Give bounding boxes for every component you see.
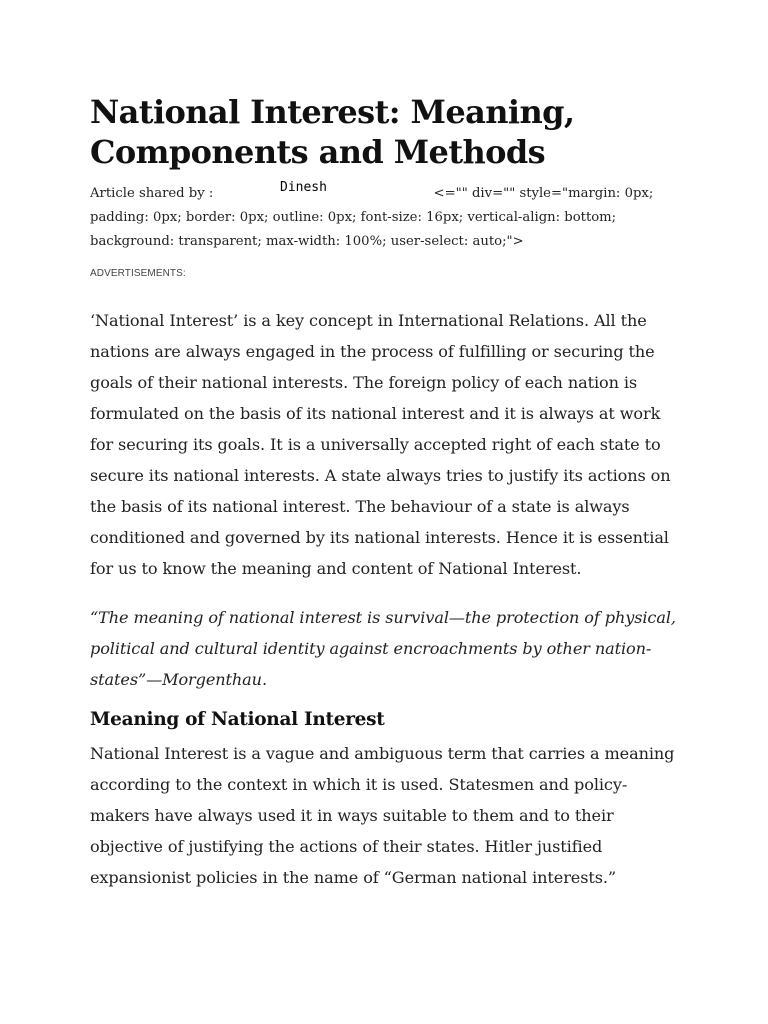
advertisements-label: ADVERTISEMENTS: bbox=[90, 268, 186, 279]
intro-paragraph: ‘National Interest’ is a key concept in International Relations. All the nations are always engaged in the process of fulfilling or securing the goals of their national interests. The foreign policy of each nation is formulated on the basis of its national interest and it is always at work for securing its goals. It is a universally accepted right of each state to secure its national interests. A state always tries to justify its actions on the basis of its national interest. The behaviour of a state is always conditioned and governed by its national interests. Hence it is essential for us to know the meaning and content of National Interest. bbox=[90, 311, 671, 578]
section-paragraph: National Interest is a vague and ambiguous term that carries a meaning according to the context in which it is used. Statesmen and policy-makers have always used it in ways suitable to them and to their objective of justifying the actions of their states. Hitler justified expansionist policies in the name of “German national interests.” bbox=[90, 744, 675, 887]
author-name[interactable]: Dinesh bbox=[280, 180, 327, 195]
article-title: National Interest: Meaning, Components and Methods bbox=[90, 93, 575, 171]
section-heading: Meaning of National Interest bbox=[90, 709, 385, 730]
byline-label: Article shared by : bbox=[90, 186, 214, 201]
morgenthau-quote: “The meaning of national interest is survival—the protection of physical, political and cultural identity against encroachments by other nation-states”—Morgenthau. bbox=[90, 608, 676, 689]
byline bbox=[90, 182, 680, 254]
stray-markup-text: <="" div="" style="margin: 0px; padding: 0px; border: 0px; outline: 0px; font-size: 16px; vertical-align: bottom; background: transparent; max-width: 100%; user-select: auto;"> bbox=[90, 186, 654, 249]
